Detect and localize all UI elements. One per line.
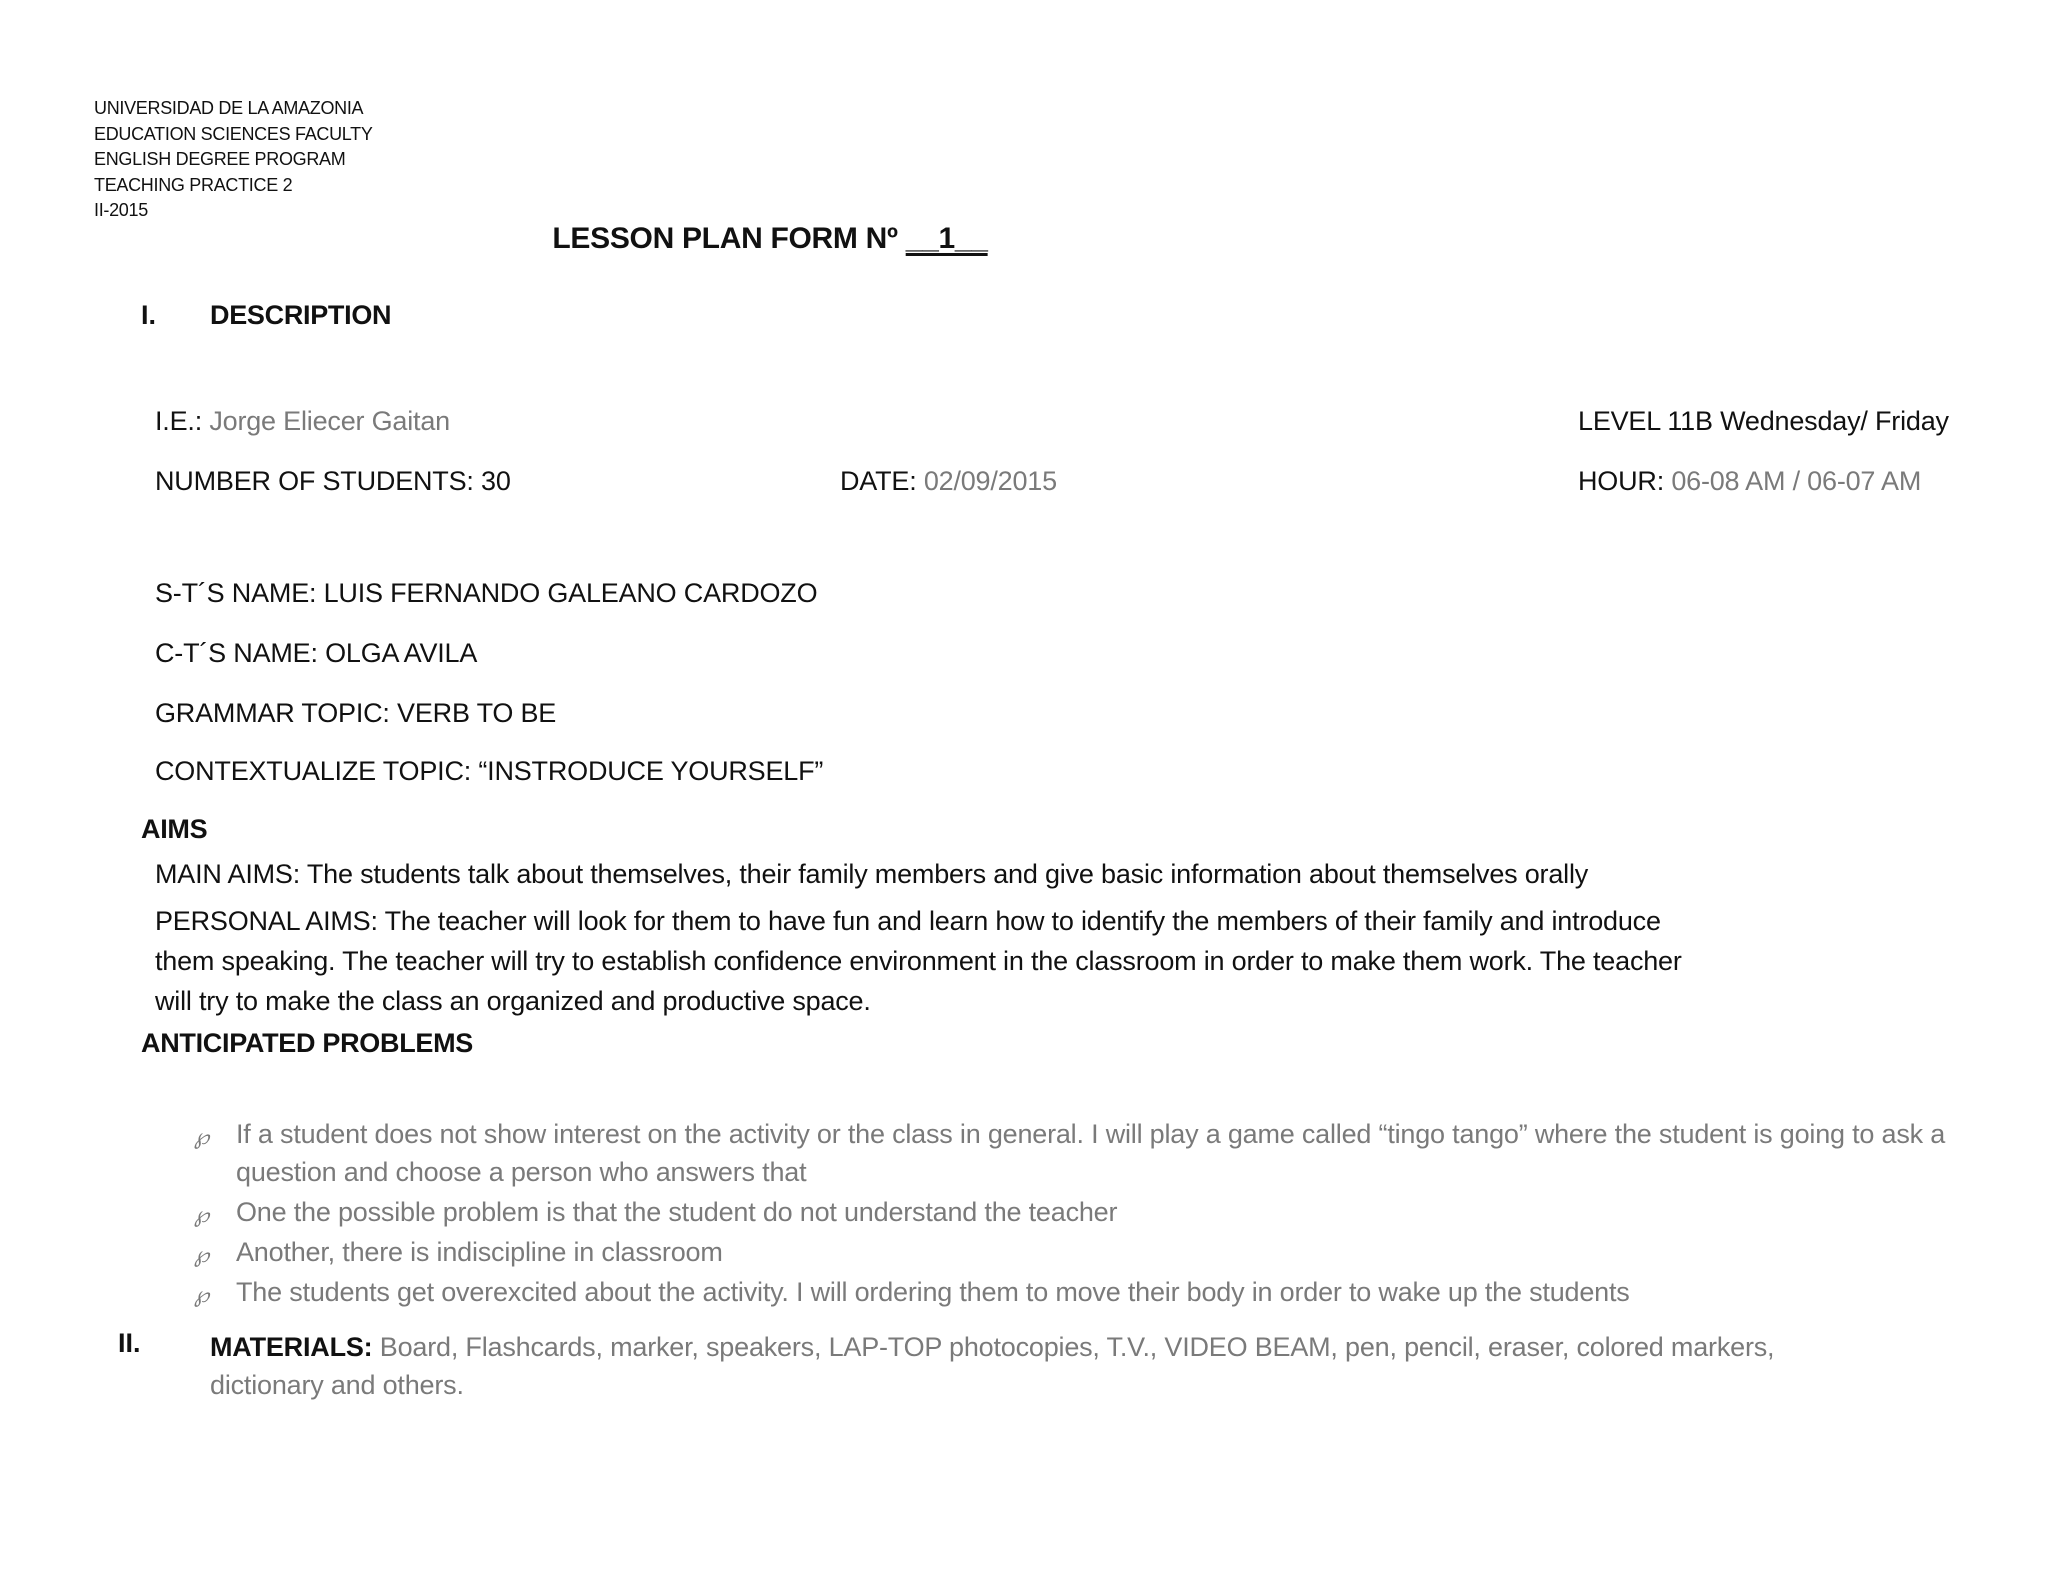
personal-aims-line: will try to make the class an organized and productive space. [155,986,871,1016]
materials-paragraph [210,1328,1890,1404]
ie-field [155,406,450,437]
header-line-faculty: EDUCATION SCIENCES FACULTY [94,123,373,144]
personal-aims-line: them speaking. The teacher will try to establish confidence environment in the classroom in order to make them work. The teacher [155,946,1682,976]
date-value: 02/09/2015 [923,466,1057,496]
aims-heading: AIMS [141,814,208,844]
grammar-topic: GRAMMAR TOPIC: VERB TO BE [155,698,557,728]
student-teacher-name: S-T´S NAME: LUIS FERNANDO GALEANO CARDOZO [155,578,818,608]
problems-list [194,1115,1954,1313]
date-label: DATE: [840,466,924,496]
problem-text: Another, there is indiscipline in classroom [236,1237,723,1267]
personal-aims-line: PERSONAL AIMS: The teacher will look for them to have fun and learn how to identify the members of their family and introduce [155,906,1661,936]
hour-label: HOUR: [1578,466,1672,496]
personal-aims [155,901,1682,1021]
main-aims: MAIN AIMS: The students talk about themselves, their family members and give basic information about themselves orally [155,859,1589,889]
list-item [194,1233,1954,1271]
hour-field [1578,466,1921,497]
section-2-numeral: II. [118,1328,141,1358]
bullet-icon: ℘ [194,1243,210,1268]
anticipated-problems-heading: ANTICIPATED PROBLEMS [141,1028,474,1058]
materials-label: MATERIALS: [210,1332,373,1362]
list-item [194,1273,1954,1311]
ie-label: I.E.: [155,406,210,436]
problem-text: If a student does not show interest on the activity or the class in general. I will play a game called “tingo tango” where the student is going to ask a question and choose a person who answers that [236,1119,1946,1187]
students-field: NUMBER OF STUDENTS: 30 [155,466,511,496]
section-1-numeral: I. [141,300,157,330]
page-title [0,222,1540,256]
institution-header [94,96,373,224]
ie-value: Jorge Eliecer Gaitan [209,406,450,436]
hour-value: 06-08 AM / 06-07 AM [1671,466,1922,496]
header-line-period: II-2015 [94,200,148,220]
bullet-icon: ℘ [194,1283,210,1308]
list-item [194,1115,1954,1191]
level-field: LEVEL 11B Wednesday/ Friday [1578,406,1949,436]
section-1-heading: DESCRIPTION [210,300,392,330]
date-field [840,466,1057,497]
cooperating-teacher-name: C-T´S NAME: OLGA AVILA [155,638,478,668]
list-item [194,1193,1954,1231]
problem-text: The students get overexcited about the activity. I will ordering them to move their body in order to wake up the students [236,1277,1630,1307]
header-line-university: UNIVERSIDAD DE LA AMAZONIA [94,98,364,118]
title-number: __1__ [905,222,988,255]
title-prefix: LESSON PLAN FORM Nº [552,222,906,255]
bullet-icon: ℘ [194,1125,210,1150]
bullet-icon: ℘ [194,1203,210,1228]
header-line-practice: TEACHING PRACTICE 2 [94,174,293,195]
problem-text: One the possible problem is that the student do not understand the teacher [236,1197,1118,1227]
contextualize-topic: CONTEXTUALIZE TOPIC: “INSTRODUCE YOURSELF” [155,756,824,786]
materials-text: Board, Flashcards, marker, speakers, LAP-TOP photocopies, T.V., VIDEO BEAM, pen, pencil, eraser, colored markers, dictionary and others. [210,1332,1775,1400]
header-line-program: ENGLISH DEGREE PROGRAM [94,149,346,169]
